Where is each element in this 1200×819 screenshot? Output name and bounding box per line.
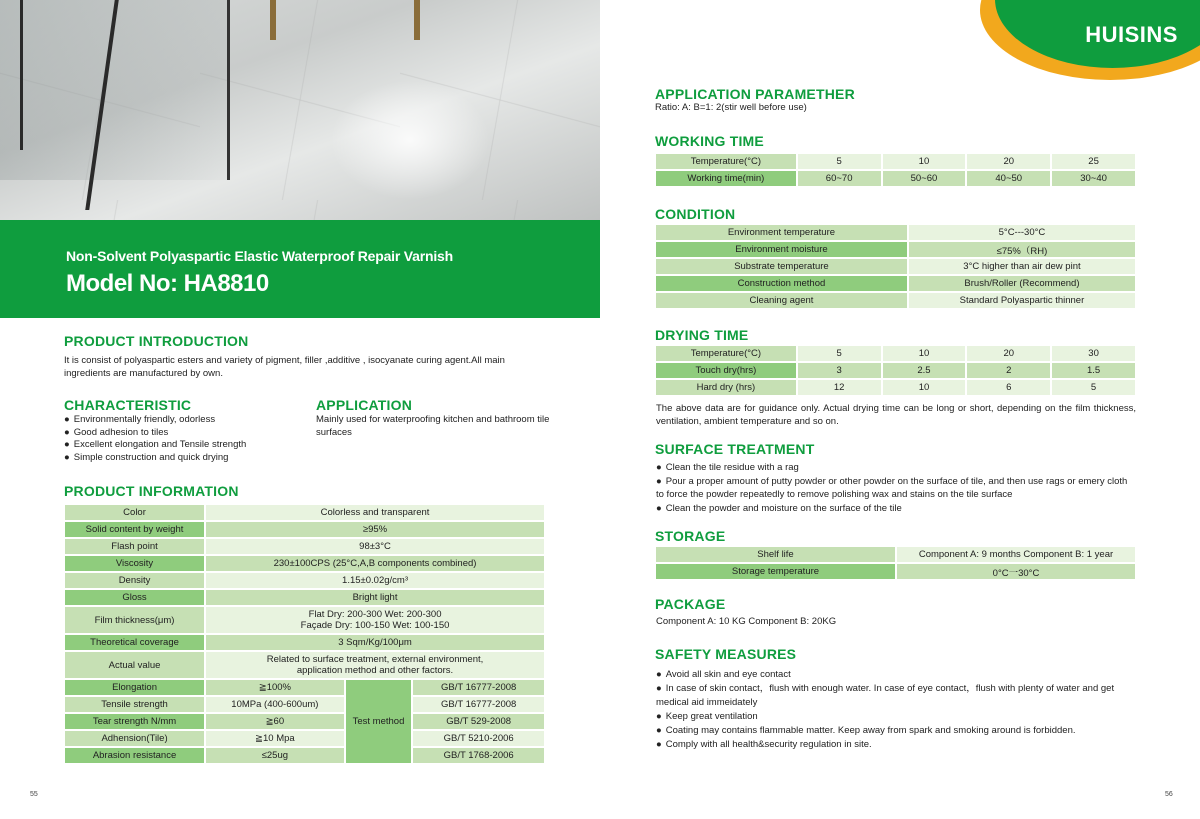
table-cell: Tensile strength [65, 697, 204, 712]
test-method-cell: Test method [346, 680, 412, 763]
table-cell: ≤25ug [206, 748, 344, 763]
application-text: Mainly used for waterproofing kitchen and bathroom tile surfaces [316, 414, 550, 438]
table-cell: Construction method [656, 276, 907, 291]
table-cell: 5°C---30°C [909, 225, 1135, 240]
table-cell: Tear strength N/mm [65, 714, 204, 729]
list-item: ● Simple construction and quick drying [64, 452, 314, 465]
list-item: ● Environmentally friendly, odorless [64, 414, 314, 427]
working-time-title: WORKING TIME [655, 133, 764, 149]
list-item: ● Pour a proper amount of putty powder or other powder on the surface of tile, and then use rags or emery cloth to force the powder repeatedly to remove polishing wax and stains on the tile surface [656, 475, 1136, 502]
list-item: ● Good adhesion to tiles [64, 427, 314, 440]
table-cell: Colorless and transparent [206, 505, 544, 520]
table-cell: Flat Dry: 200-300 Wet: 200-300 Façade Dry: 100-150 Wet: 100-150 [206, 607, 544, 633]
table-cell: Brush/Roller (Recommend) [909, 276, 1135, 291]
table-row [656, 363, 1135, 378]
table-cell: Color [65, 505, 204, 520]
table-cell: Actual value [65, 652, 204, 678]
table-cell: 30 [1052, 346, 1135, 361]
table-cell: Substrate temperature [656, 259, 907, 274]
characteristic-list [64, 414, 314, 464]
table-cell: 60~70 [798, 171, 881, 186]
table-cell: 98±3°C [206, 539, 544, 554]
table-cell: ≧100% [206, 680, 344, 695]
table-cell: ≧10 Mpa [206, 731, 344, 746]
list-item: ● Coating may contains flammable matter. Keep away from spark and smoking around is forbidden. [656, 724, 1138, 738]
table-cell: Density [65, 573, 204, 588]
table-row [65, 505, 544, 520]
application-title: APPLICATION [316, 397, 413, 413]
table-row [65, 556, 544, 571]
table-cell: 10 [883, 154, 966, 169]
table-row [65, 635, 544, 650]
table-cell: 230±100CPS (25°C,A,B components combined) [206, 556, 544, 571]
table-row [65, 573, 544, 588]
table-cell: Working time(min) [656, 171, 796, 186]
table-cell: Film thickness(μm) [65, 607, 204, 633]
product-information-title: PRODUCT INFORMATION [64, 483, 239, 499]
table-row [656, 242, 1135, 257]
table-row [656, 564, 1135, 579]
page-number-left: 55 [30, 791, 38, 798]
table-cell: Environment temperature [656, 225, 907, 240]
table-row [656, 276, 1135, 291]
list-item: ● Keep great ventilation [656, 710, 1138, 724]
table-cell: Component A: 9 months Component B: 1 year [897, 547, 1135, 562]
working-time-table [654, 152, 1137, 188]
table-cell: Bright light [206, 590, 544, 605]
table-cell: GB/T 16777-2008 [413, 697, 544, 712]
table-cell: Abrasion resistance [65, 748, 204, 763]
table-row [65, 652, 544, 678]
table-cell: Touch dry(hrs) [656, 363, 796, 378]
table-cell: Related to surface treatment, external environment, application method and other factors. [206, 652, 544, 678]
table-cell: 3°C higher than air dew pint [909, 259, 1135, 274]
table-cell: 2.5 [883, 363, 966, 378]
list-item: ● Clean the tile residue with a rag [656, 461, 1136, 475]
surface-treatment-title: SURFACE TREATMENT [655, 441, 815, 457]
table-cell: 20 [967, 154, 1050, 169]
table-row [65, 539, 544, 554]
condition-title: CONDITION [655, 206, 736, 222]
table-cell: Theoretical coverage [65, 635, 204, 650]
table-row [65, 731, 544, 746]
table-cell: GB/T 5210-2006 [413, 731, 544, 746]
table-cell: 1.15±0.02g/cm³ [206, 573, 544, 588]
table-cell: Adhension(Tile) [65, 731, 204, 746]
list-item: ● Comply with all health&security regulation in site. [656, 738, 1138, 752]
table-cell: Viscosity [65, 556, 204, 571]
drying-time-note: The above data are for guidance only. Actual drying time can be long or short, depending on the film thickness, ventilation, ambient temperature and so on. [656, 403, 1136, 427]
table-row [656, 346, 1135, 361]
brand-logo [980, 0, 1200, 80]
condition-table [654, 223, 1137, 310]
table-cell: Gloss [65, 590, 204, 605]
application-parameter-title: APPLICATION PARAMETHER [655, 86, 855, 102]
table-cell: Temperature(°C) [656, 154, 796, 169]
table-cell: 20 [967, 346, 1050, 361]
drying-time-title: DRYING TIME [655, 327, 749, 343]
table-row [656, 154, 1135, 169]
table-cell: ≥95% [206, 522, 544, 537]
drying-time-table [654, 344, 1137, 397]
table-cell: 1.5 [1052, 363, 1135, 378]
table-cell: 5 [798, 346, 881, 361]
table-row [65, 607, 544, 633]
table-cell: 25 [1052, 154, 1135, 169]
list-item: ● Avoid all skin and eye contact [656, 668, 1138, 682]
safety-measures-list [656, 668, 1138, 752]
model-number: Model No: HA8810 [66, 270, 269, 297]
table-row [65, 714, 544, 729]
table-cell: 3 [798, 363, 881, 378]
table-cell: 0°C一30°C [897, 564, 1135, 579]
table-cell: 3 Sqm/Kg/100μm [206, 635, 544, 650]
logo-text: HUISINS [1085, 22, 1178, 47]
table-cell: Storage temperature [656, 564, 895, 579]
product-subtitle: Non-Solvent Polyaspartic Elastic Waterproof Repair Varnish [66, 248, 453, 264]
table-cell: Hard dry (hrs) [656, 380, 796, 395]
table-cell: ≤75%（RH) [909, 242, 1135, 257]
table-cell: Cleaning agent [656, 293, 907, 308]
table-cell: 12 [798, 380, 881, 395]
table-row [656, 293, 1135, 308]
table-cell: Shelf life [656, 547, 895, 562]
list-item: ● Excellent elongation and Tensile strength [64, 439, 314, 452]
product-introduction-title: PRODUCT INTRODUCTION [64, 333, 249, 349]
application-parameter-text: Ratio: A: B=1: 2(stir well before use) [655, 102, 807, 113]
table-cell: GB/T 16777-2008 [413, 680, 544, 695]
package-title: PACKAGE [655, 596, 726, 612]
storage-table [654, 545, 1137, 581]
table-cell: 5 [1052, 380, 1135, 395]
table-cell: 6 [967, 380, 1050, 395]
table-row [656, 225, 1135, 240]
table-cell: 2 [967, 363, 1050, 378]
table-cell: 5 [798, 154, 881, 169]
table-cell: Elongation [65, 680, 204, 695]
list-item: ● Clean the powder and moisture on the surface of the tile [656, 502, 1136, 516]
safety-measures-title: SAFETY MEASURES [655, 646, 797, 662]
product-introduction-text: It is consist of polyaspartic esters and variety of pigment, filler ,additive , isocyanate curing agent.All main ingredients are manufactured by own. [64, 355, 505, 379]
table-cell: 10 [883, 380, 966, 395]
table-row [656, 171, 1135, 186]
table-row [65, 590, 544, 605]
table-row [65, 680, 544, 695]
surface-treatment-list [656, 461, 1136, 515]
page-number-right: 56 [1165, 791, 1173, 798]
table-cell: Standard Polyaspartic thinner [909, 293, 1135, 308]
storage-title: STORAGE [655, 528, 726, 544]
table-cell: 10MPa (400-600um) [206, 697, 344, 712]
table-cell: Environment moisture [656, 242, 907, 257]
table-row [65, 522, 544, 537]
table-row [656, 380, 1135, 395]
table-cell: Flash point [65, 539, 204, 554]
table-cell: GB/T 529-2008 [413, 714, 544, 729]
table-row [65, 697, 544, 712]
bathroom-floor-photo [0, 0, 600, 220]
table-cell: 40~50 [967, 171, 1050, 186]
table-cell: 10 [883, 346, 966, 361]
product-banner [0, 220, 600, 318]
table-row [65, 748, 544, 763]
table-row [656, 547, 1135, 562]
table-cell: Solid content by weight [65, 522, 204, 537]
package-text: Component A: 10 KG Component B: 20KG [656, 616, 837, 627]
table-cell: 30~40 [1052, 171, 1135, 186]
table-cell: ≧60 [206, 714, 344, 729]
table-cell: 50~60 [883, 171, 966, 186]
table-cell: GB/T 1768-2006 [413, 748, 544, 763]
product-information-table [63, 503, 546, 765]
characteristic-title: CHARACTERISTIC [64, 397, 192, 413]
table-row [656, 259, 1135, 274]
table-cell: Temperature(°C) [656, 346, 796, 361]
list-item: ● In case of skin contact，flush with enough water. In case of eye contact，flush with plenty of water and get medical aid immeidately [656, 682, 1138, 710]
